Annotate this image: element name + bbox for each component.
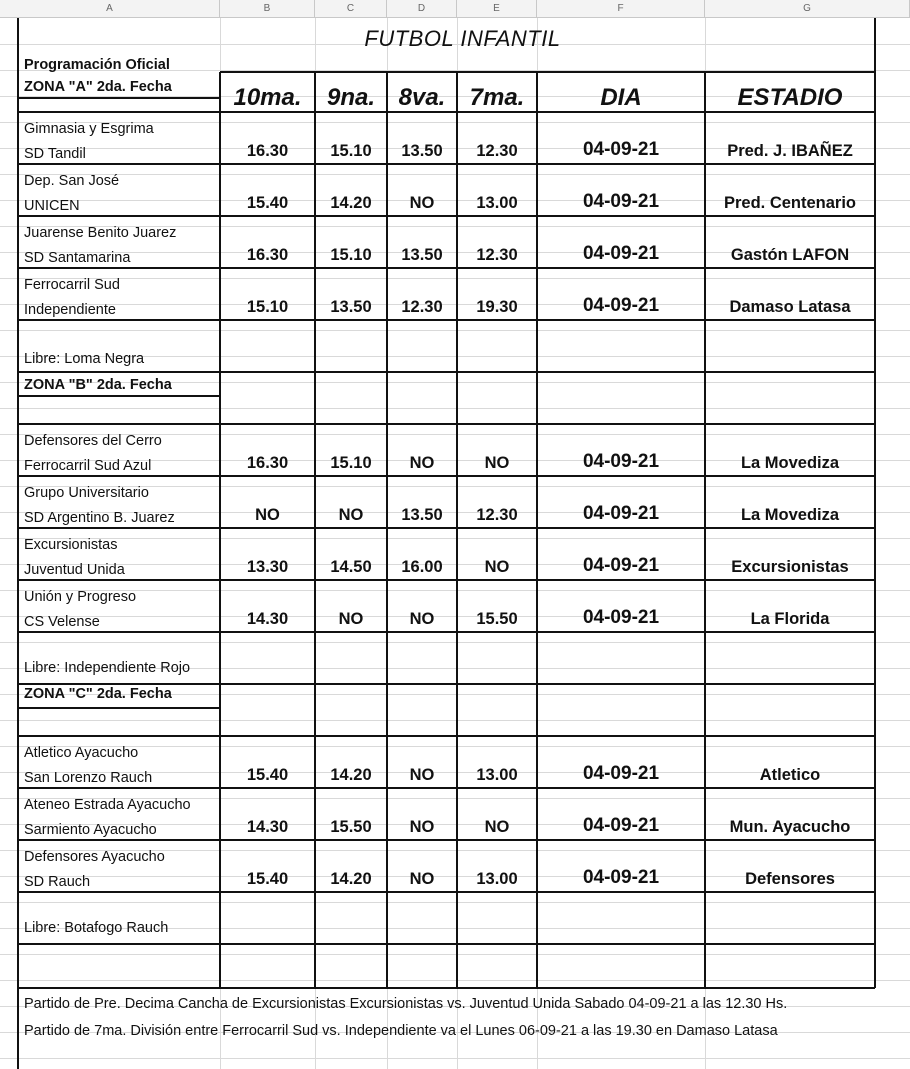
column-heading-3: 8va.: [398, 84, 446, 111]
match-time: 13.30: [246, 558, 289, 576]
match-time: NO: [409, 818, 435, 836]
match-time: 15.10: [330, 142, 372, 160]
gridline-h: [0, 980, 910, 981]
match-date: 04-09-21: [582, 191, 660, 212]
match-time: 13.50: [330, 298, 372, 316]
gridline-h: [0, 1058, 910, 1059]
match-time: 14.30: [246, 818, 289, 836]
match-time: 12.30: [401, 298, 443, 316]
match-time: 14.50: [330, 558, 372, 576]
gridline-h: [0, 954, 910, 955]
match-time: 19.30: [476, 298, 518, 316]
match-date: 04-09-21: [582, 607, 660, 628]
column-heading-4: 7ma.: [469, 84, 525, 111]
away-team: SD Tandil: [24, 146, 86, 162]
home-team: Unión y Progreso: [24, 589, 137, 605]
column-header-f[interactable]: F: [537, 0, 705, 18]
stadium: Atletico: [759, 766, 821, 784]
match-time: NO: [409, 766, 435, 784]
zone-label: ZONA "A" 2da. Fecha: [24, 79, 172, 95]
home-team: Juarense Benito Juarez: [24, 225, 177, 241]
table-border-h: [18, 943, 875, 945]
match-time: 12.30: [476, 506, 518, 524]
match-time: 15.10: [330, 246, 372, 264]
table-border-h: [18, 163, 875, 165]
stadium: La Movediza: [740, 506, 840, 524]
stadium: Gastón LAFON: [730, 246, 850, 264]
away-team: CS Velense: [24, 614, 100, 630]
match-date: 04-09-21: [582, 503, 660, 524]
stadium: La Movediza: [740, 454, 840, 472]
table-border-h: [18, 787, 875, 789]
away-team: SD Santamarina: [24, 250, 131, 266]
match-date: 04-09-21: [582, 451, 660, 472]
match-time: 13.00: [476, 194, 518, 212]
table-border-h: [18, 735, 875, 737]
home-team: Defensores del Cerro: [24, 433, 162, 449]
match-time: 14.20: [330, 194, 372, 212]
stadium: Damaso Latasa: [729, 298, 851, 316]
home-team: Dep. San José: [24, 173, 120, 189]
match-time: 15.40: [246, 870, 289, 888]
gridline-h: [0, 174, 910, 175]
table-border-h: [18, 579, 875, 581]
match-time: 15.10: [246, 298, 289, 316]
stadium: Pred. J. IBAÑEZ: [727, 142, 853, 160]
column-heading-1: 10ma.: [233, 84, 302, 111]
table-border-h: [18, 215, 875, 217]
match-time: 15.40: [246, 194, 289, 212]
match-time: NO: [409, 870, 435, 888]
column-header-c[interactable]: C: [315, 0, 387, 18]
gridline-h: [0, 330, 910, 331]
table-border-h: [18, 97, 220, 99]
page-title: FUTBOL INFANTIL: [364, 26, 561, 51]
match-time: NO: [484, 454, 510, 472]
match-date: 04-09-21: [582, 867, 660, 888]
table-border-h: [18, 891, 875, 893]
match-time: 12.30: [476, 142, 518, 160]
table-border-h: [18, 683, 875, 685]
home-team: Gimnasia y Esgrima: [24, 121, 154, 137]
gridline-h: [0, 642, 910, 643]
column-heading-6: ESTADIO: [737, 84, 843, 111]
match-date: 04-09-21: [582, 815, 660, 836]
away-team: UNICEN: [24, 198, 80, 214]
gridline-h: [0, 408, 910, 409]
match-time: NO: [255, 506, 280, 524]
match-time: NO: [484, 818, 510, 836]
libre-team: Libre: Independiente Rojo: [24, 660, 191, 676]
stadium: Excursionistas: [731, 558, 849, 576]
stadium: La Florida: [750, 610, 830, 628]
away-team: SD Rauch: [24, 874, 91, 890]
away-team: Independiente: [24, 302, 116, 318]
match-time: 13.50: [401, 506, 443, 524]
libre-team: Libre: Botafogo Rauch: [24, 920, 169, 936]
match-date: 04-09-21: [582, 555, 660, 576]
match-date: 04-09-21: [582, 139, 660, 160]
match-time: 13.00: [476, 870, 518, 888]
away-team: San Lorenzo Rauch: [24, 770, 153, 786]
match-time: NO: [409, 194, 435, 212]
column-header-g[interactable]: G: [705, 0, 910, 18]
gridline-h: [0, 538, 910, 539]
column-header-d[interactable]: D: [387, 0, 457, 18]
match-time: 15.40: [246, 766, 289, 784]
table-border-h: [18, 631, 875, 633]
subtitle: Programación Oficial: [24, 57, 170, 73]
home-team: Defensores Ayacucho: [24, 849, 165, 865]
match-time: NO: [338, 506, 364, 524]
table-border-v: [17, 18, 19, 1069]
home-team: Excursionistas: [24, 537, 118, 553]
zone-label: ZONA "C" 2da. Fecha: [24, 686, 172, 702]
footer-note-1: Partido de Pre. Decima Cancha de Excursionistas Excursionistas vs. Juventud Unida Sabado 04-09-21 a las 12.30 Hs.: [24, 996, 788, 1012]
match-time: NO: [338, 610, 364, 628]
table-border-h: [18, 319, 875, 321]
footer-note-2: Partido de 7ma. División entre Ferrocarril Sud vs. Independiente va el Lunes 06-09-21 a las 19.30 en Damaso Latasa: [24, 1023, 778, 1039]
table-border-h: [18, 267, 875, 269]
home-team: Ferrocarril Sud: [24, 277, 120, 293]
match-time: 13.50: [401, 142, 443, 160]
stadium: Defensores: [745, 870, 835, 888]
stadium: Pred. Centenario: [723, 194, 857, 212]
match-date: 04-09-21: [582, 243, 660, 264]
match-time: NO: [484, 558, 510, 576]
column-heading-2: 9na.: [326, 84, 376, 111]
match-time: 13.00: [476, 766, 518, 784]
gridline-h: [0, 720, 910, 721]
home-team: Ateneo Estrada Ayacucho: [24, 797, 191, 813]
table-border-h: [18, 839, 875, 841]
match-time: 15.10: [330, 454, 372, 472]
match-time: 16.30: [246, 246, 289, 264]
table-border-h: [18, 371, 875, 373]
away-team: Ferrocarril Sud Azul: [24, 458, 152, 474]
table-border-h: [18, 475, 875, 477]
match-date: 04-09-21: [582, 763, 660, 784]
gridline-h: [0, 278, 910, 279]
table-border-h: [18, 707, 220, 709]
home-team: Grupo Universitario: [24, 485, 149, 501]
column-header-a[interactable]: A: [0, 0, 220, 18]
match-time: 16.00: [401, 558, 443, 576]
away-team: SD Argentino B. Juarez: [24, 510, 175, 526]
stadium: Mun. Ayacucho: [729, 818, 851, 836]
match-date: 04-09-21: [582, 295, 660, 316]
table-border-h: [18, 423, 875, 425]
gridline-h: [0, 590, 910, 591]
home-team: Atletico Ayacucho: [24, 745, 139, 761]
match-time: 15.50: [330, 818, 372, 836]
match-time: NO: [409, 454, 435, 472]
table-border-h: [18, 111, 875, 113]
table-border-h: [18, 527, 875, 529]
column-header-b[interactable]: B: [220, 0, 315, 18]
table-border-h: [18, 395, 220, 397]
match-time: 16.30: [246, 454, 289, 472]
match-time: 14.30: [246, 610, 289, 628]
match-time: 13.50: [401, 246, 443, 264]
zone-label: ZONA "B" 2da. Fecha: [24, 377, 172, 393]
match-time: 12.30: [476, 246, 518, 264]
column-header-e[interactable]: E: [457, 0, 537, 18]
table-border-h: [18, 987, 875, 989]
libre-team: Libre: Loma Negra: [24, 351, 145, 367]
away-team: Sarmiento Ayacucho: [24, 822, 157, 838]
match-time: 14.20: [330, 870, 372, 888]
gridline-h: [0, 902, 910, 903]
column-heading-5: DIA: [600, 84, 642, 111]
table-border-h: [220, 71, 875, 73]
match-time: 15.50: [476, 610, 518, 628]
away-team: Juventud Unida: [24, 562, 125, 578]
match-time: 16.30: [246, 142, 289, 160]
match-time: 14.20: [330, 766, 372, 784]
match-time: NO: [409, 610, 435, 628]
